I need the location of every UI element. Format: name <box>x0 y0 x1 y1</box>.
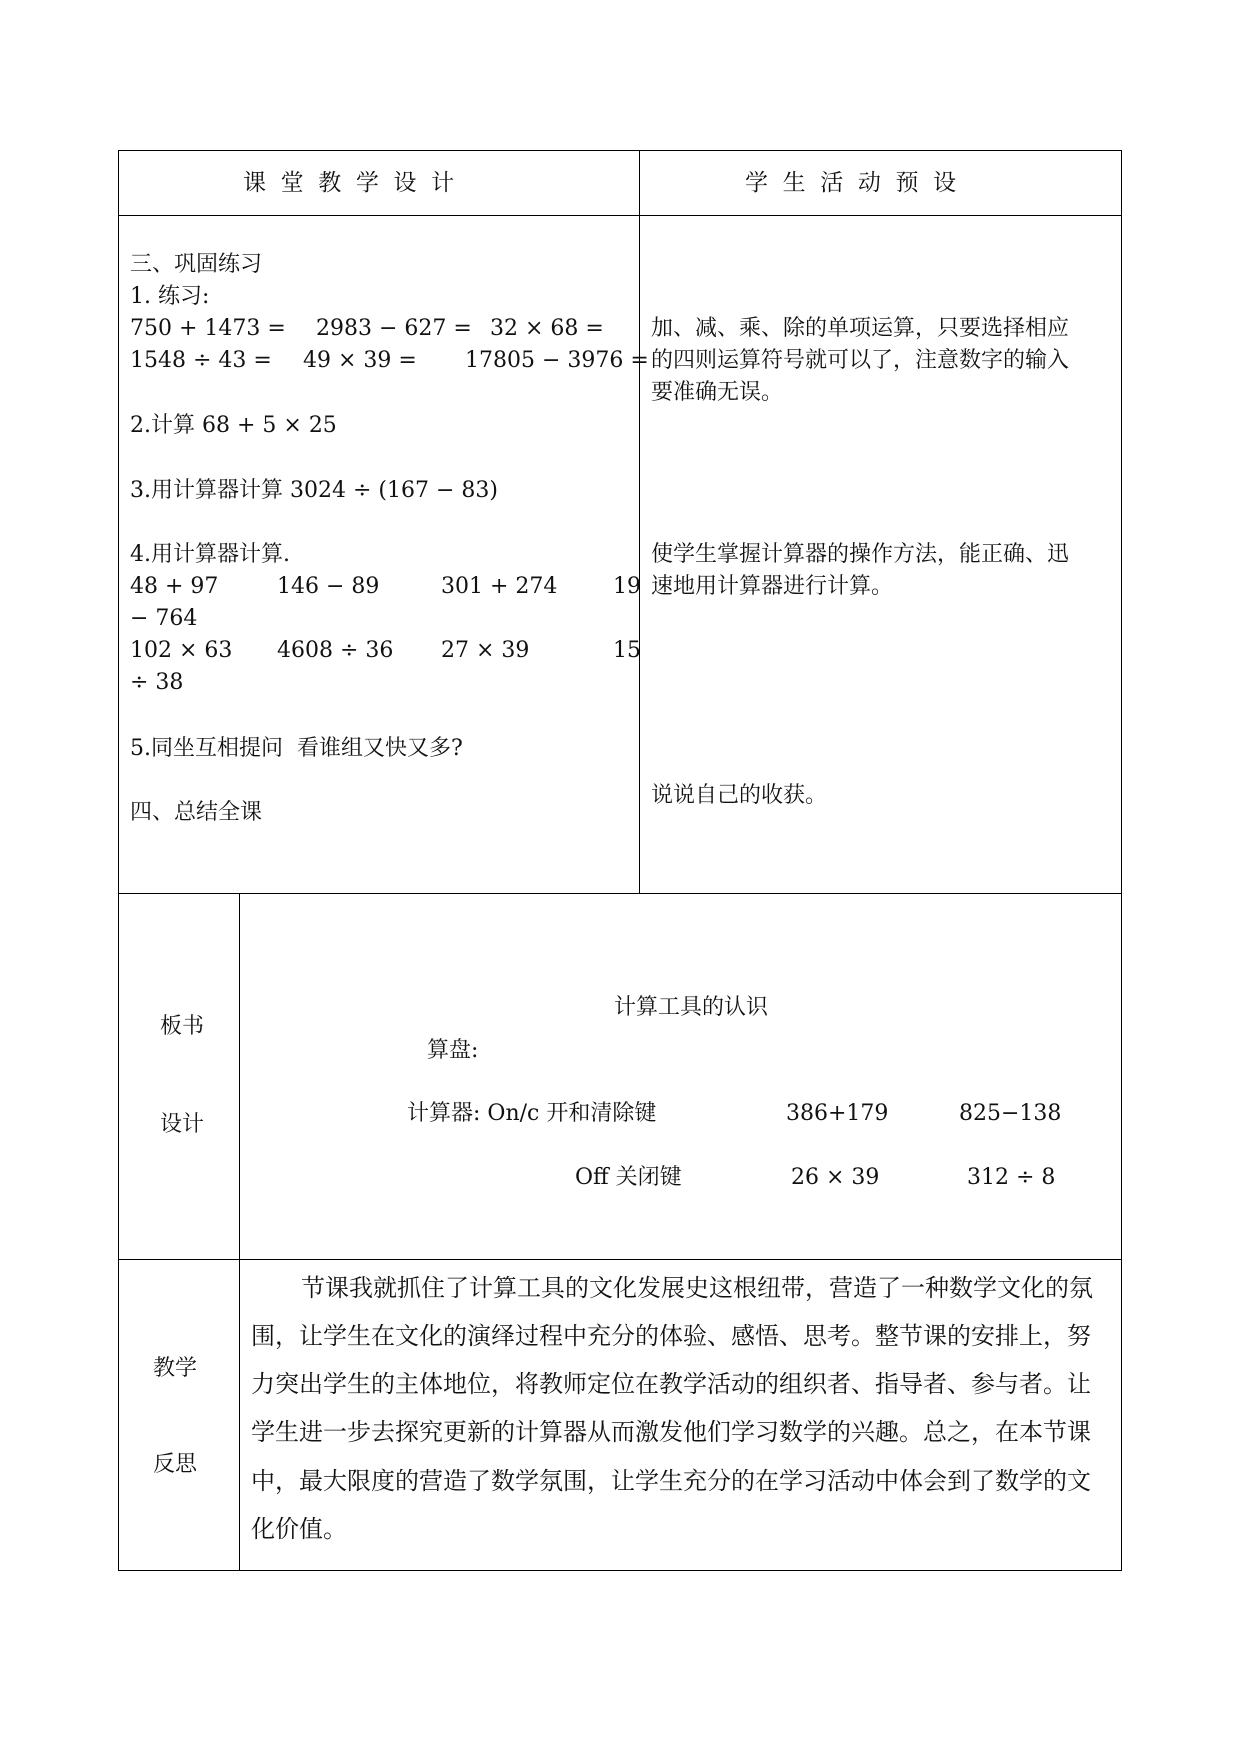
expr-cell: 146 − 89 <box>277 574 380 599</box>
board-expr: 312 ÷ 8 <box>967 1165 1056 1190</box>
reflection-line: 节课我就抓住了计算工具的文化发展史这根纽带，营造了一种数学文化的氛 <box>301 1274 1093 1302</box>
expr-cell: 17805 − 3976 = <box>465 348 649 373</box>
note-line: 使学生掌握计算器的操作方法，能正确、迅 <box>651 542 1070 567</box>
board-title: 计算工具的认识 <box>614 995 769 1020</box>
expr-cell: 750 + 1473 = <box>130 316 286 341</box>
board-expr: 26 × 39 <box>791 1165 880 1190</box>
reflection-line: 围，让学生在文化的演绎过程中充分的体验、感悟、思考。整节课的安排上，努 <box>251 1322 1091 1350</box>
expr-cell: 27 × 39 <box>441 638 530 663</box>
note-line: 说说自己的收获。 <box>651 783 828 808</box>
note-line: 速地用计算器进行计算。 <box>651 574 894 599</box>
expr-cell: 48 + 97 <box>130 574 219 599</box>
item-4-title: 4.用计算器计算. <box>130 542 290 567</box>
board-expr: 386+179 <box>786 1101 889 1126</box>
expr-cell: 1548 ÷ 43 = <box>130 348 272 373</box>
board-row-divider <box>118 893 1122 894</box>
expr-cell: 4608 ÷ 36 <box>277 638 394 663</box>
expr-cell: 102 × 63 <box>130 638 233 663</box>
table-border-right <box>1121 150 1122 1571</box>
expr-cell: 2983 − 627 = <box>316 316 472 341</box>
note-line: 加、减、乘、除的单项运算，只要选择相应 <box>651 316 1070 341</box>
item-5: 5.同坐互相提问 看谁组又快又多? <box>130 736 463 761</box>
item-2: 2.计算 68 + 5 × 25 <box>130 413 337 438</box>
reflection-line: 化价值。 <box>251 1515 347 1543</box>
expr-wrap: − 764 <box>130 606 198 631</box>
board-calc-label: 计算器: On/c 开和清除键 <box>407 1101 657 1126</box>
expr-wrap: ÷ 38 <box>130 670 184 695</box>
expr-cell: 15 <box>613 638 641 663</box>
item-1-title: 1. 练习: <box>130 284 210 309</box>
header-left: 课 堂 教 学 设 计 <box>243 170 455 196</box>
board-expr: 825−138 <box>959 1101 1062 1126</box>
header-right: 学 生 活 动 预 设 <box>745 170 957 196</box>
reflection-line: 学生进一步去探究更新的计算器从而激发他们学习数学的兴趣。总之，在本节课 <box>251 1418 1091 1446</box>
reflection-label-2: 反思 <box>153 1452 198 1477</box>
expr-cell: 19 <box>613 574 641 599</box>
table-border-top <box>118 150 1122 151</box>
table-border-bottom <box>118 1570 1122 1571</box>
reflection-label-1: 教学 <box>153 1356 198 1381</box>
board-off-label: Off 关闭键 <box>575 1165 682 1190</box>
expr-cell: 32 × 68 = <box>490 316 604 341</box>
reflection-line: 力突出学生的主体地位，将教师定位在教学活动的组织者、指导者、参与者。让 <box>251 1370 1091 1398</box>
expr-cell: 301 + 274 <box>441 574 558 599</box>
column-divider <box>639 150 640 893</box>
reflection-line: 中，最大限度的营造了数学氛围，让学生充分的在学习活动中体会到了数学的文 <box>251 1467 1091 1495</box>
reflection-row-divider <box>118 1259 1122 1260</box>
board-abacus: 算盘: <box>427 1038 479 1063</box>
note-line: 的四则运算符号就可以了，注意数字的输入 <box>651 348 1070 373</box>
label-column-divider <box>239 893 240 1571</box>
table-border-left <box>118 150 119 1571</box>
item-3: 3.用计算器计算 3024 ÷ (167 − 83) <box>130 478 498 503</box>
section-3-heading: 三、巩固练习 <box>130 252 263 277</box>
board-label-2: 设计 <box>160 1112 205 1137</box>
expr-cell: 49 × 39 = <box>303 348 417 373</box>
section-4-heading: 四、总结全课 <box>130 800 263 825</box>
note-line: 要准确无误。 <box>651 380 784 405</box>
board-label-1: 板书 <box>160 1014 205 1039</box>
header-divider <box>118 215 1122 216</box>
